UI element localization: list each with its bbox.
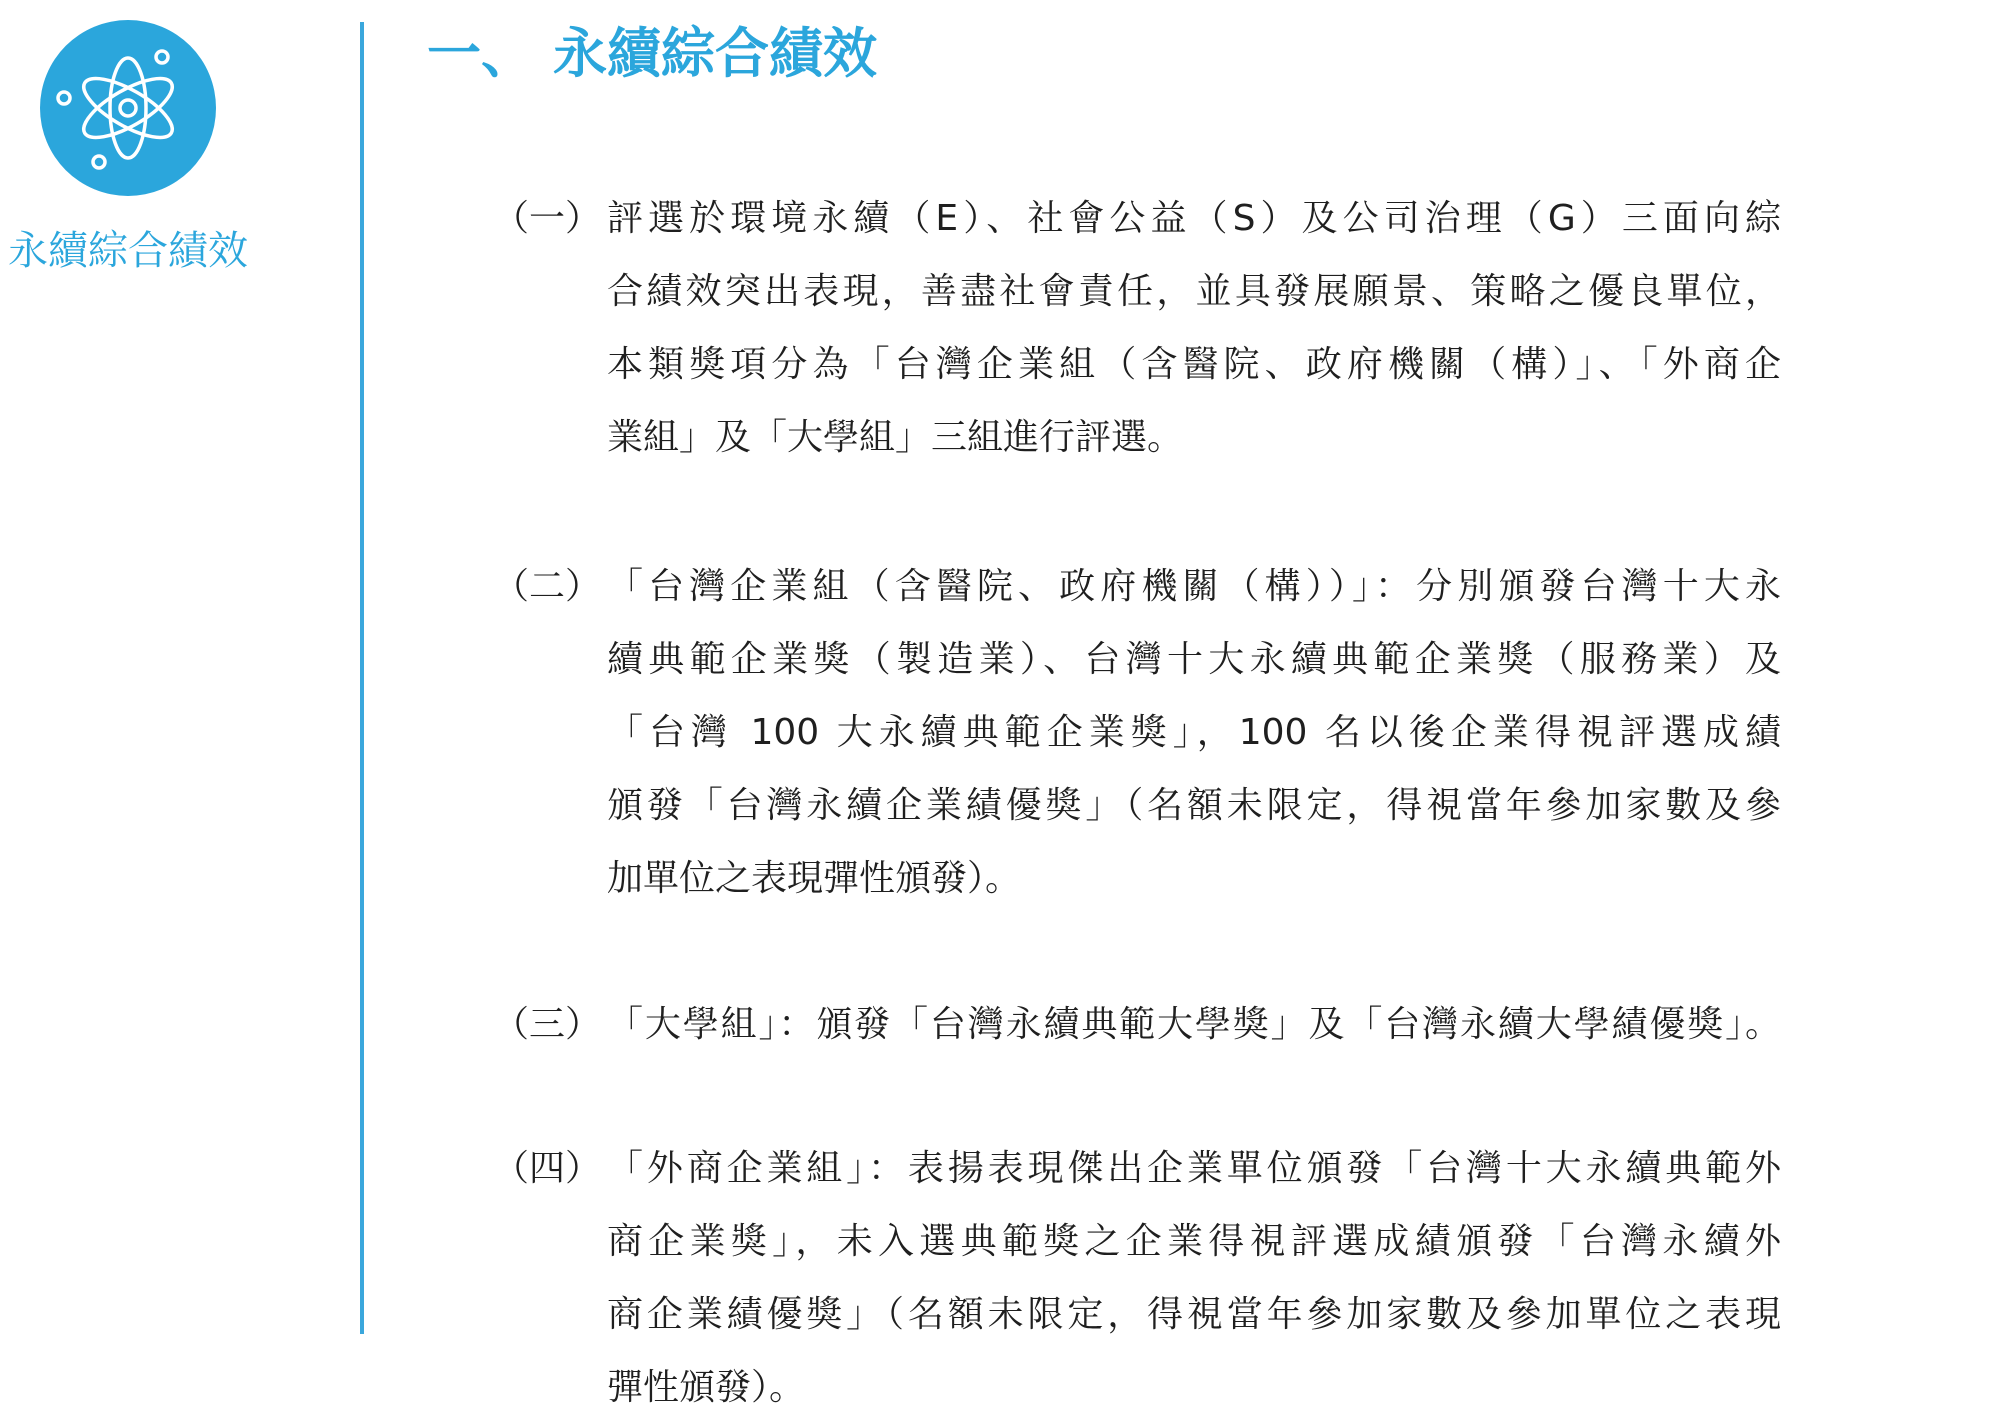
section-4-marker: （四）: [493, 1148, 602, 1189]
section-1-line: 業組」及「大學組」三組進行評選。: [607, 417, 1184, 458]
section-3-text: [607, 988, 1781, 1061]
section-2-line: 「台灣企業組（含醫院、政府機關（構））」：分別頒發台灣十大永: [607, 566, 1781, 607]
section-4-line: 商企業績優獎」（名額未限定，得視當年參加家數及參加單位之表現: [607, 1294, 1781, 1335]
section-4-text: [607, 1132, 1781, 1424]
sidebar-badge: [40, 20, 216, 196]
section-4-line: 商企業獎」，未入選典範獎之企業得視評選成績頒發「台灣永續外: [607, 1221, 1781, 1262]
section-2-line: 頒發「台灣永續企業績優獎」（名額未限定，得視當年參加家數及參: [607, 785, 1781, 826]
section-1-text: [607, 182, 1781, 474]
section-2-marker: （二）: [493, 566, 602, 607]
section-2-text: [607, 550, 1781, 915]
section-1-line: 本類獎項分為「台灣企業組（含醫院、政府機關（構）」、「外商企: [607, 344, 1781, 385]
heading-title: 永續綜合績效: [553, 22, 877, 85]
sidebar-label: 永續綜合績效: [8, 228, 248, 274]
section-3-marker: （三）: [493, 1004, 602, 1045]
atom-icon: [40, 20, 216, 196]
section-4-line: 「外商企業組」：表揚表現傑出企業單位頒發「台灣十大永續典範外: [607, 1148, 1781, 1189]
section-2-line: 續典範企業獎（製造業）、台灣十大永續典範企業獎（服務業）及: [607, 639, 1781, 680]
section-2-line: 「台灣 100 大永續典範企業獎」，100 名以後企業得視評選成績: [607, 712, 1781, 753]
vertical-divider: [360, 22, 364, 1334]
section-1-line: 評選於環境永續（E）、社會公益（S）及公司治理（G）三面向綜: [607, 198, 1781, 239]
section-2-line: 加單位之表現彈性頒發）。: [607, 858, 1022, 899]
section-3-line: 「大學組」：頒發「台灣永續典範大學獎」及「台灣永續大學績優獎」。: [607, 1004, 1781, 1045]
section-1-marker: （一）: [493, 198, 602, 239]
section-4-line: 彈性頒發）。: [607, 1367, 806, 1408]
section-1-line: 合績效突出表現，善盡社會責任，並具發展願景、策略之優良單位，: [607, 271, 1781, 312]
heading-number: 一、: [427, 22, 535, 85]
page-heading: [427, 20, 877, 88]
